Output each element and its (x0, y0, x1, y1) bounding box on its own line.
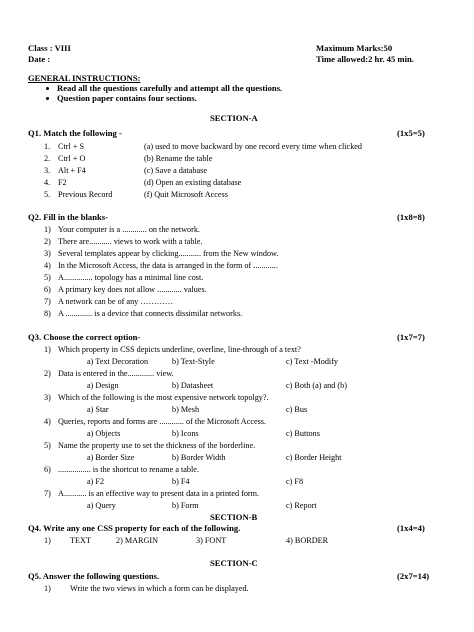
q3-question: Queries, reports and forms are ............ of the Microsoft Access. (58, 417, 267, 426)
q2-item-num: 6) (44, 285, 51, 294)
bullet-icon (46, 87, 49, 90)
q1-left-num: 4. (44, 178, 51, 187)
q3-option: a) Objects (87, 429, 121, 438)
q2-item: There are........... views to work with a table. (58, 237, 203, 246)
q3-option: a) Text Decoration (87, 357, 149, 366)
q1-left-item: F2 (58, 178, 67, 187)
q3-question-num: 4) (44, 417, 51, 426)
q1-right-item: (f) Quit Microsoft Access (144, 190, 228, 199)
q3-option: c) Text -Modify (286, 357, 339, 366)
q2-item: In the Microsoft Access, the data is arranged in the form of ............ (58, 261, 278, 270)
q3-question: Which property in CSS depicts underline, overline, line-through of a text? (58, 345, 301, 354)
q1-right-item: (c) Save a database (144, 166, 207, 175)
q3-option: c) Report (286, 501, 317, 510)
q5-title: Q5. Answer the following questions. (28, 571, 160, 581)
q3-option: b) Form (172, 501, 199, 510)
date-label: Date : (28, 54, 51, 64)
q2-item-num: 4) (44, 261, 51, 270)
q3-option: a) Border Size (87, 453, 135, 462)
max-marks: Maximum Marks:50 (316, 43, 393, 53)
q3-option: b) Mesh (172, 405, 200, 414)
q3-question: Which of the following is the most expensive network topolgy?. (58, 393, 269, 402)
q4-item: 3) FONT (196, 536, 227, 545)
q2-item: A network can be of any ………… (58, 297, 174, 306)
q1-right-item: (b) Rename the table (144, 154, 213, 163)
q3-option: b) Border Width (172, 453, 226, 462)
q2-item-num: 8) (44, 309, 51, 318)
q3-question-num: 3) (44, 393, 51, 402)
q3-option: a) Query (87, 501, 116, 510)
q3-option: b) Datasheet (172, 381, 214, 390)
q5-marks: (2x7=14) (397, 571, 430, 581)
section-c-title: SECTION-C (210, 558, 258, 568)
q4-item: TEXT (70, 536, 91, 545)
q3-option: b) Icons (172, 429, 199, 438)
q1-right-item: (d) Open an existing database (144, 178, 242, 187)
q5-item-num: 1) (44, 584, 51, 593)
q2-item: Several templates appear by clicking........... from the New window. (58, 249, 279, 258)
q3-option: c) Both (a) and (b) (286, 381, 347, 390)
instruction-item: Question paper contains four sections. (57, 93, 197, 103)
q2-title: Q2. Fill in the blanks- (28, 212, 108, 222)
q3-question: Name the property use to set the thickness of the borderline. (58, 441, 256, 450)
q2-item-num: 1) (44, 225, 51, 234)
q1-left-num: 3. (44, 166, 51, 175)
q2-marks: (1x8=8) (397, 212, 425, 222)
bullet-icon (46, 97, 49, 100)
q4-item: 4) BORDER (286, 536, 329, 545)
q3-option: a) Design (87, 381, 119, 390)
q1-left-item: Ctrl + S (58, 142, 85, 151)
q3-question-num: 6) (44, 465, 51, 474)
instructions-title: GENERAL INSTRUCTIONS: (28, 73, 141, 83)
q1-left-item: Previous Record (58, 190, 113, 199)
q3-question: A........... is an effective way to present data in a printed form. (58, 489, 260, 498)
q3-option: b) F4 (172, 477, 190, 486)
q3-question: Data is entered in the............. view. (58, 369, 174, 378)
q1-marks: (1x5=5) (397, 128, 425, 138)
q2-item: Your computer is a ............ on the network. (58, 225, 200, 234)
class-label: Class : VIII (28, 43, 71, 53)
q3-option: c) Bus (286, 405, 308, 414)
q3-option: b) Text-Style (172, 357, 215, 366)
time-allowed: Time allowed:2 hr. 45 min. (316, 54, 414, 64)
q3-question-num: 5) (44, 441, 51, 450)
q2-item: A.............. topology has a minimal line cost. (58, 273, 204, 282)
section-a-title: SECTION-A (210, 113, 258, 123)
q3-option: a) F2 (87, 477, 105, 486)
instruction-item: Read all the questions carefully and attempt all the questions. (57, 83, 283, 93)
section-b-title: SECTION-B (210, 512, 258, 522)
q1-left-item: Alt + F4 (58, 166, 86, 175)
q3-option: c) F8 (286, 477, 304, 486)
q3-marks: (1x7=7) (397, 332, 425, 342)
q2-item-num: 5) (44, 273, 51, 282)
q3-option: a) Star (87, 405, 109, 414)
q2-item-num: 2) (44, 237, 51, 246)
q2-item-num: 7) (44, 297, 51, 306)
q1-right-item: (a) used to move backward by one record every time when clicked (144, 142, 363, 151)
q4-title: Q4. Write any one CSS property for each of the following. (28, 523, 241, 533)
q1-left-num: 5. (44, 190, 51, 199)
q2-item: A ............. is a device that connects dissimilar networks. (58, 309, 243, 318)
q1-left-num: 1. (44, 142, 51, 151)
q3-option: c) Buttons (286, 429, 320, 438)
q3-question: ................ is the shortcut to rename a table. (58, 465, 199, 474)
q2-item-num: 3) (44, 249, 51, 258)
q4-marks: (1x4=4) (397, 523, 425, 533)
q5-item: Write the two views in which a form can be displayed. (70, 584, 249, 593)
q4-item: 2) MARGIN (116, 536, 159, 545)
q3-question-num: 1) (44, 345, 51, 354)
q4-item-num: 1) (44, 536, 51, 545)
q3-question-num: 7) (44, 489, 51, 498)
q1-title: Q1. Match the following - (28, 128, 122, 138)
q2-item: A primary key does not allow ............ values. (58, 285, 207, 294)
q1-left-item: Ctrl + O (58, 154, 86, 163)
q3-option: c) Border Height (286, 453, 342, 462)
q1-left-num: 2. (44, 154, 51, 163)
q3-title: Q3. Choose the correct option- (28, 332, 141, 342)
q3-question-num: 2) (44, 369, 51, 378)
